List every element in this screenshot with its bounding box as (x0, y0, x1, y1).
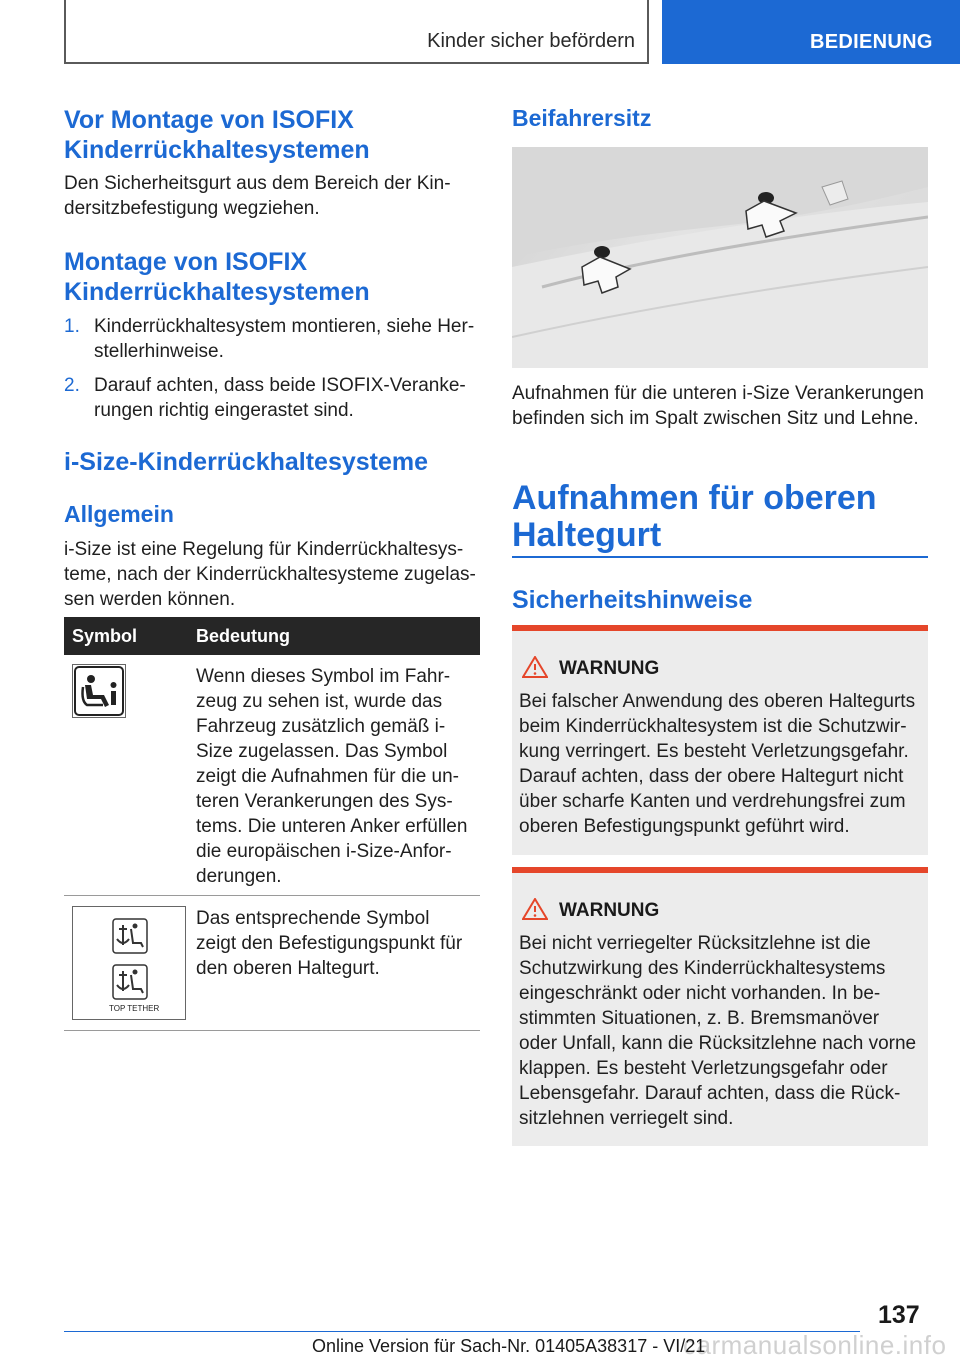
heading-allgemein: Allgemein (64, 501, 174, 527)
step-1-line1: Kinderrückhaltesystem montieren, siehe Her- (94, 316, 475, 337)
top-tether-label: TOP TETHER (109, 1004, 160, 1013)
page-number: 137 (878, 1301, 920, 1329)
heading-aufnahmen-line1: Aufnahmen für oberen (512, 479, 877, 517)
heading-vor-montage-line1: Vor Montage von ISOFIX (64, 106, 354, 134)
table-col-symbol: Symbol (72, 626, 138, 646)
heading-beifahrersitz: Beifahrersitz (512, 105, 652, 131)
warning-1-line1: Bei falscher Anwendung des oberen Haltegurts (519, 691, 916, 712)
heading-montage-line2: Kinderrückhaltesystemen (64, 278, 370, 306)
top-tether-symbol-icon (72, 906, 186, 1020)
photo-caption-line1: Aufnahmen für die unteren i-Size Verankerungen (512, 383, 924, 404)
para-allgemein-line1: i-Size ist eine Regelung für Kinderrückhaltesys- (64, 539, 464, 560)
watermark: carmanualsonline.info (683, 1330, 947, 1360)
step-1-line2: stellerhinweise. (94, 341, 224, 362)
warning-2-line2: Schutzwirkung des Kinderrückhaltesystems (519, 958, 886, 979)
warning-1-line3: kung verringert. Es besteht Verletzungsgefahr. (519, 741, 909, 762)
warning-2-line4: stimmten Situationen, z. B. Bremsmanöver (519, 1008, 880, 1029)
para-vor-montage-line1: Den Sicherheitsgurt aus dem Bereich der Kin- (64, 173, 451, 194)
header-section-title: Kinder sicher befördern (427, 30, 635, 52)
warning-box-1 (512, 625, 928, 855)
warning-triangle-icon (522, 656, 548, 683)
table-bottom-rule (64, 1030, 480, 1031)
para-allgemein-line2: teme, nach der Kinderrückhaltesysteme zugelas- (64, 564, 476, 585)
warning-2-line7: Lebensgefahr. Darauf achten, dass die Rück- (519, 1083, 901, 1104)
warning-1-line6: oberen Befestigungspunkt geführt wird. (519, 816, 850, 837)
table-row1-line6: teren Verankerungen des Sys- (196, 791, 453, 812)
table-col-meaning: Bedeutung (196, 626, 290, 646)
header-chapter-tab (662, 0, 960, 64)
step-2-line1: Darauf achten, dass beide ISOFIX-Veranke- (94, 375, 466, 396)
warning-triangle-icon (522, 898, 548, 925)
table-row-divider (64, 895, 480, 896)
warning-box-2 (512, 867, 928, 1146)
photo-caption-line2: befinden sich im Spalt zwischen Sitz und Lehne. (512, 408, 919, 429)
warning-1-line2: beim Kinderrückhaltesystem ist die Schutzwir- (519, 716, 907, 737)
heading-sicherheitshinweise: Sicherheitshinweise (512, 586, 753, 614)
heading-divider (512, 556, 928, 558)
warning-1-line4: Darauf achten, dass der obere Haltegurt nicht (519, 766, 904, 787)
table-row2-line3: den oberen Haltegurt. (196, 958, 380, 979)
footer-online-version: Online Version für Sach-Nr. 01405A38317 - VI/21 (312, 1336, 706, 1356)
warning-2-line3: eingeschränkt oder nicht vorhanden. In be- (519, 983, 881, 1004)
para-vor-montage-line2: dersitzbefestigung wegziehen. (64, 198, 320, 219)
isize-symbol-icon (72, 664, 126, 718)
step-2-number: 2. (64, 375, 80, 396)
header-chapter-title: BEDIENUNG (810, 31, 933, 53)
table-row2-line2: zeigt den Befestigungspunkt für (196, 933, 463, 954)
table-row1-line2: zeug zu sehen ist, wurde das (196, 691, 443, 712)
para-allgemein-line3: sen werden können. (64, 589, 236, 610)
table-row1-line3: Fahrzeug zusätzlich gemäß i- (196, 716, 446, 737)
heading-aufnahmen-line2: Haltegurt (512, 516, 662, 554)
warning-1-line5: über scharfe Kanten und verdrehungsfrei zum (519, 791, 906, 812)
table-header (64, 617, 480, 655)
header-section-box (64, 0, 649, 64)
seat-photo (512, 147, 928, 368)
warning-2-line1: Bei nicht verriegelter Rücksitzlehne ist die (519, 933, 871, 954)
table-row2-line1: Das entsprechende Symbol (196, 908, 430, 929)
table-row1-line4: Size zugelassen. Das Symbol (196, 741, 448, 762)
warning-2-line8: sitzlehnen verriegelt sind. (519, 1108, 734, 1129)
step-1-number: 1. (64, 316, 80, 337)
table-row1-line9: derungen. (196, 866, 282, 887)
table-row1-line7: tems. Die unteren Anker erfüllen (196, 816, 468, 837)
step-2-line2: rungen richtig eingerastet sind. (94, 400, 354, 421)
heading-montage-line1: Montage von ISOFIX (64, 248, 308, 276)
table-row1-line5: zeigt die Aufnahmen für die un- (196, 766, 460, 787)
heading-vor-montage-line2: Kinderrückhaltesystemen (64, 136, 370, 164)
warning-2-title: WARNUNG (559, 900, 660, 921)
table-row1-line8: die europäischen i-Size-Anfor- (196, 841, 452, 862)
heading-isize: i-Size-Kinderrückhaltesysteme (64, 448, 429, 476)
warning-2-line5: oder Unfall, kann die Rücksitzlehne nach vorne (519, 1033, 917, 1054)
warning-2-line6: klappen. Es besteht Verletzungsgefahr oder (519, 1058, 888, 1079)
table-row1-line1: Wenn dieses Symbol im Fahr- (196, 666, 451, 687)
warning-1-title: WARNUNG (559, 658, 660, 679)
